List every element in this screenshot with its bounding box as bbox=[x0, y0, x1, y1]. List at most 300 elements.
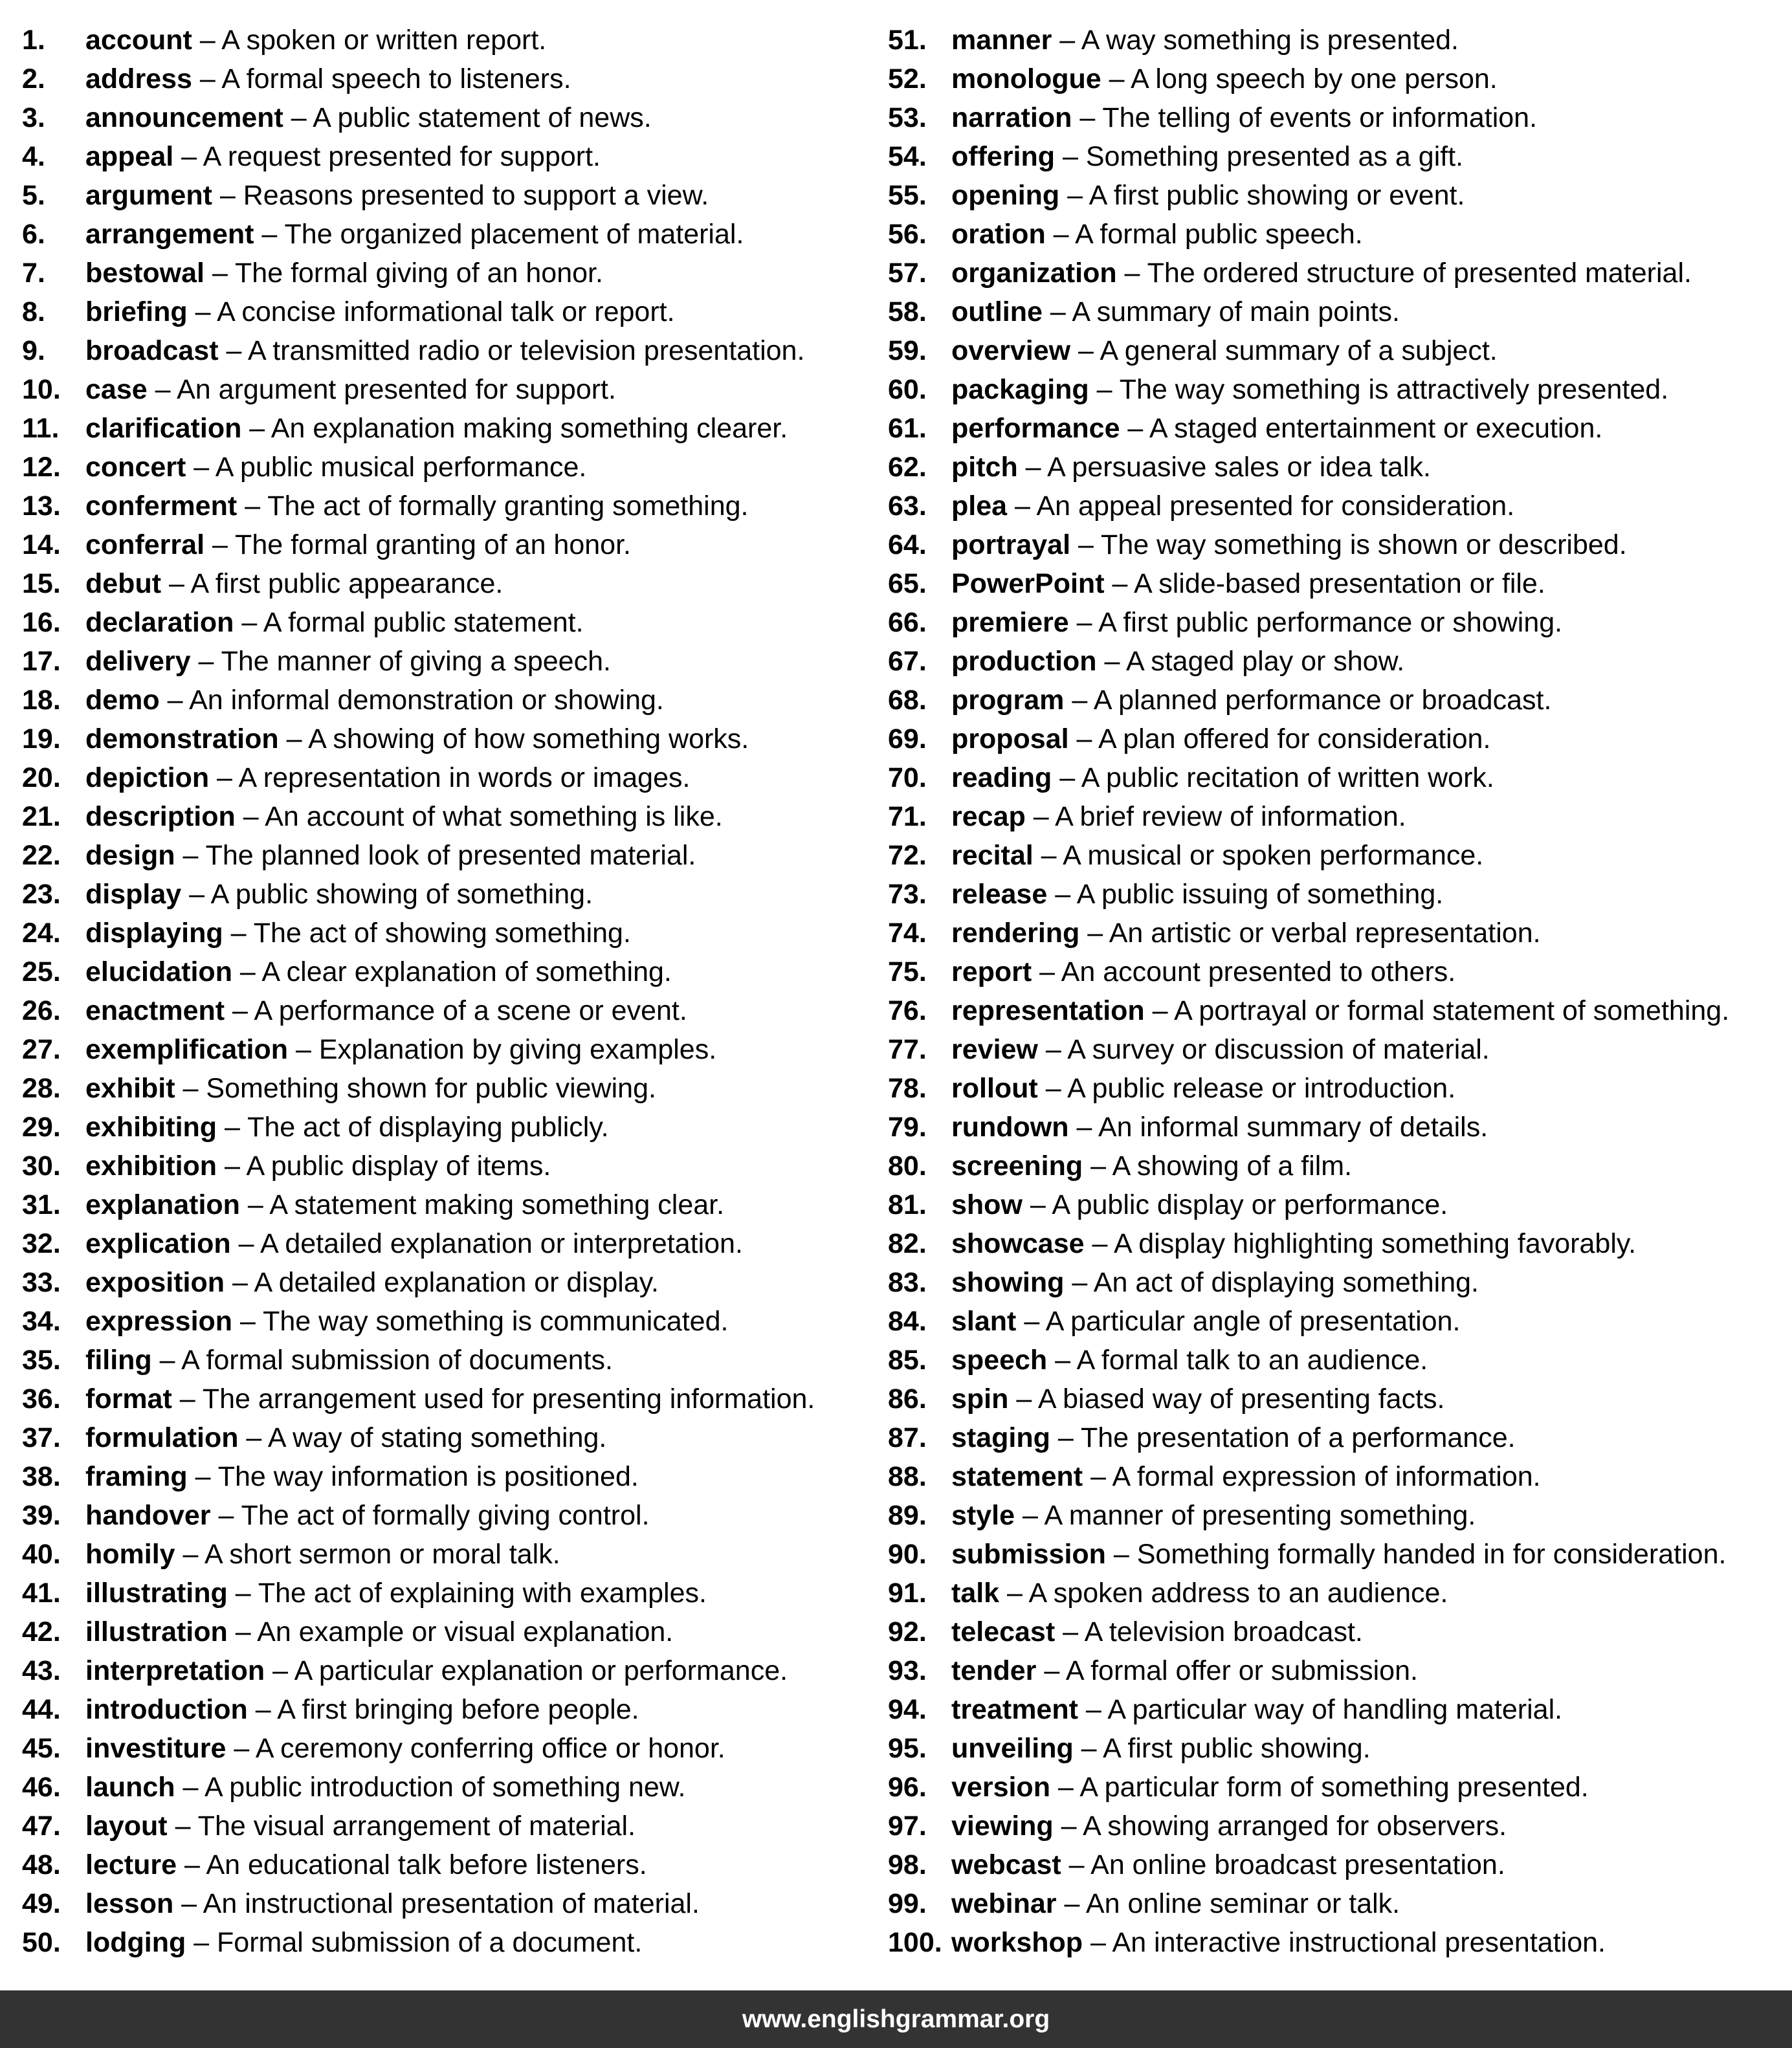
item-definition: – A plan offered for consideration. bbox=[1068, 723, 1491, 754]
list-item bbox=[888, 487, 1789, 525]
list-item bbox=[888, 1380, 1789, 1418]
item-number: 60. bbox=[888, 374, 927, 405]
item-definition: – The act of formally granting something. bbox=[237, 490, 749, 522]
item-text bbox=[85, 603, 876, 642]
item-term: investiture bbox=[85, 1733, 227, 1764]
item-text bbox=[85, 642, 876, 681]
list-item bbox=[888, 875, 1789, 914]
item-text bbox=[85, 1263, 876, 1302]
item-number: 74. bbox=[888, 918, 927, 949]
item-text bbox=[85, 991, 876, 1030]
item-definition: – A public issuing of something. bbox=[1047, 879, 1444, 910]
item-definition: – The organized placement of material. bbox=[254, 219, 744, 250]
list-item bbox=[22, 176, 876, 215]
item-term: rundown bbox=[951, 1112, 1069, 1143]
item-term: pitch bbox=[951, 452, 1018, 483]
item-text bbox=[85, 1651, 876, 1690]
item-number: 43. bbox=[22, 1655, 61, 1686]
item-text bbox=[85, 1030, 876, 1069]
item-definition: – A ceremony conferring office or honor. bbox=[226, 1733, 725, 1764]
item-text bbox=[951, 1768, 1789, 1807]
list-item bbox=[22, 137, 876, 176]
item-definition: – A public recitation of written work. bbox=[1052, 762, 1494, 793]
item-definition: – A formal talk to an audience. bbox=[1047, 1345, 1428, 1376]
list-item bbox=[888, 1108, 1789, 1147]
item-number: 95. bbox=[888, 1733, 927, 1764]
list-item bbox=[22, 1108, 876, 1147]
item-number: 58. bbox=[888, 296, 927, 327]
item-term: telecast bbox=[951, 1616, 1056, 1647]
item-definition: – An artistic or verbal representation. bbox=[1079, 918, 1541, 949]
item-definition: – A television broadcast. bbox=[1055, 1616, 1363, 1647]
item-term: announcement bbox=[85, 102, 283, 133]
item-definition: – A portrayal or formal statement of something. bbox=[1144, 995, 1730, 1026]
item-text bbox=[951, 1069, 1789, 1108]
item-definition: – A formal submission of documents. bbox=[151, 1345, 613, 1376]
item-number: 40. bbox=[22, 1539, 61, 1570]
item-text bbox=[85, 1690, 876, 1729]
item-definition: – A detailed explanation or interpretation. bbox=[230, 1228, 743, 1259]
item-number: 52. bbox=[888, 63, 927, 94]
item-number: 4. bbox=[22, 141, 45, 172]
item-number: 55. bbox=[888, 180, 927, 211]
item-text bbox=[85, 98, 876, 137]
item-definition: – The way something is shown or described. bbox=[1070, 529, 1627, 560]
list-item bbox=[22, 448, 876, 487]
item-term: talk bbox=[951, 1578, 1000, 1609]
item-text bbox=[85, 1224, 876, 1263]
list-item bbox=[22, 1768, 876, 1807]
list-item bbox=[22, 1341, 876, 1380]
item-number: 12. bbox=[22, 452, 61, 483]
item-text bbox=[951, 642, 1789, 681]
item-text bbox=[951, 1535, 1789, 1574]
item-text bbox=[951, 564, 1789, 603]
item-number: 44. bbox=[22, 1694, 61, 1725]
item-number: 38. bbox=[22, 1461, 61, 1492]
item-definition: – A slide-based presentation or file. bbox=[1104, 568, 1545, 599]
item-definition: – An account of what something is like. bbox=[235, 801, 723, 832]
item-number: 70. bbox=[888, 762, 927, 793]
list-item bbox=[22, 1302, 876, 1341]
item-term: arrangement bbox=[85, 219, 254, 250]
list-item bbox=[888, 1030, 1789, 1069]
item-number: 62. bbox=[888, 452, 927, 483]
list-item bbox=[888, 1574, 1789, 1613]
item-text bbox=[951, 1418, 1789, 1457]
item-term: briefing bbox=[85, 296, 188, 327]
item-number: 19. bbox=[22, 723, 61, 754]
item-definition: – A display highlighting something favorably. bbox=[1084, 1228, 1637, 1259]
item-text bbox=[85, 797, 876, 836]
item-text bbox=[85, 1768, 876, 1807]
item-number: 16. bbox=[22, 607, 61, 638]
item-number: 22. bbox=[22, 840, 61, 871]
item-term: exemplification bbox=[85, 1034, 289, 1065]
item-definition: – A first public performance or showing. bbox=[1068, 607, 1563, 638]
item-definition: – A public release or introduction. bbox=[1037, 1073, 1456, 1104]
item-text bbox=[85, 176, 876, 215]
item-text bbox=[85, 952, 876, 991]
item-term: displaying bbox=[85, 918, 223, 949]
list-item bbox=[888, 1613, 1789, 1651]
item-number: 57. bbox=[888, 258, 927, 289]
list-item bbox=[22, 1496, 876, 1535]
list-item bbox=[888, 448, 1789, 487]
item-number: 20. bbox=[22, 762, 61, 793]
item-text bbox=[85, 564, 876, 603]
item-text bbox=[951, 1496, 1789, 1535]
item-definition: – An explanation making something clearer. bbox=[241, 413, 788, 444]
item-number: 49. bbox=[22, 1888, 61, 1919]
list-item bbox=[888, 1457, 1789, 1496]
item-number: 3. bbox=[22, 102, 45, 133]
item-term: representation bbox=[951, 995, 1145, 1026]
list-item bbox=[22, 1185, 876, 1224]
item-definition: – The way information is positioned. bbox=[187, 1461, 639, 1492]
item-definition: – An online broadcast presentation. bbox=[1061, 1849, 1505, 1880]
item-definition: – A particular angle of presentation. bbox=[1016, 1306, 1461, 1337]
list-item bbox=[22, 215, 876, 254]
item-term: display bbox=[85, 879, 182, 910]
item-text bbox=[951, 215, 1789, 254]
item-definition: – The act of formally giving control. bbox=[210, 1500, 650, 1531]
item-number: 69. bbox=[888, 723, 927, 754]
item-number: 93. bbox=[888, 1655, 927, 1686]
item-number: 34. bbox=[22, 1306, 61, 1337]
item-term: lodging bbox=[85, 1927, 186, 1958]
item-text bbox=[951, 487, 1789, 525]
list-item bbox=[888, 1651, 1789, 1690]
item-definition: – A representation in words or images. bbox=[209, 762, 691, 793]
item-term: description bbox=[85, 801, 236, 832]
item-number: 15. bbox=[22, 568, 61, 599]
item-text bbox=[85, 1729, 876, 1768]
item-definition: – A transmitted radio or television presentation. bbox=[218, 335, 805, 366]
item-text bbox=[951, 1807, 1789, 1845]
item-term: format bbox=[85, 1383, 172, 1415]
item-term: clarification bbox=[85, 413, 242, 444]
list-item bbox=[888, 1302, 1789, 1341]
item-text bbox=[951, 1457, 1789, 1496]
item-number: 24. bbox=[22, 918, 61, 949]
item-term: statement bbox=[951, 1461, 1083, 1492]
item-definition: – A concise informational talk or report. bbox=[187, 296, 675, 327]
list-item bbox=[888, 836, 1789, 875]
item-definition: – An interactive instructional presentation. bbox=[1083, 1927, 1606, 1958]
item-definition: – The manner of giving a speech. bbox=[190, 646, 611, 677]
item-term: homily bbox=[85, 1539, 175, 1570]
list-item bbox=[888, 1768, 1789, 1807]
item-text bbox=[951, 370, 1789, 409]
item-term: screening bbox=[951, 1151, 1083, 1182]
item-term: introduction bbox=[85, 1694, 248, 1725]
item-term: viewing bbox=[951, 1811, 1054, 1842]
item-number: 37. bbox=[22, 1422, 61, 1453]
list-item bbox=[22, 758, 876, 797]
item-definition: – A particular explanation or performance. bbox=[265, 1655, 788, 1686]
item-number: 56. bbox=[888, 219, 927, 250]
item-number: 53. bbox=[888, 102, 927, 133]
item-text bbox=[85, 370, 876, 409]
item-text bbox=[85, 1574, 876, 1613]
item-number: 73. bbox=[888, 879, 927, 910]
item-term: show bbox=[951, 1189, 1023, 1220]
item-text bbox=[951, 137, 1789, 176]
item-number: 77. bbox=[888, 1034, 927, 1065]
item-definition: – An informal summary of details. bbox=[1068, 1112, 1488, 1143]
item-number: 27. bbox=[22, 1034, 61, 1065]
list-item bbox=[22, 797, 876, 836]
item-text bbox=[85, 292, 876, 331]
list-item bbox=[888, 720, 1789, 758]
item-term: debut bbox=[85, 568, 162, 599]
item-number: 48. bbox=[22, 1849, 61, 1880]
item-term: packaging bbox=[951, 374, 1089, 405]
item-text bbox=[85, 254, 876, 292]
list-item bbox=[22, 875, 876, 914]
item-number: 79. bbox=[888, 1112, 927, 1143]
list-item bbox=[888, 1535, 1789, 1574]
item-term: interpretation bbox=[85, 1655, 265, 1686]
item-text bbox=[951, 1108, 1789, 1147]
item-number: 21. bbox=[22, 801, 61, 832]
item-term: depiction bbox=[85, 762, 210, 793]
item-text bbox=[85, 1302, 876, 1341]
item-term: proposal bbox=[951, 723, 1069, 754]
item-text bbox=[85, 60, 876, 98]
item-definition: – The arrangement used for presenting information. bbox=[171, 1383, 815, 1415]
item-definition: – An argument presented for support. bbox=[147, 374, 616, 405]
item-number: 71. bbox=[888, 801, 927, 832]
word-list-left-column bbox=[22, 21, 876, 1962]
item-number: 98. bbox=[888, 1849, 927, 1880]
item-text bbox=[951, 21, 1789, 60]
item-text bbox=[85, 1496, 876, 1535]
item-number: 76. bbox=[888, 995, 927, 1026]
list-item bbox=[22, 1263, 876, 1302]
item-number: 85. bbox=[888, 1345, 927, 1376]
item-number: 51. bbox=[888, 25, 927, 56]
list-item bbox=[888, 1069, 1789, 1108]
list-item bbox=[22, 836, 876, 875]
item-text bbox=[951, 875, 1789, 914]
item-text bbox=[951, 1147, 1789, 1185]
list-item bbox=[888, 1729, 1789, 1768]
item-number: 47. bbox=[22, 1811, 61, 1842]
item-term: conferment bbox=[85, 490, 238, 522]
item-number: 7. bbox=[22, 258, 45, 289]
list-item bbox=[22, 564, 876, 603]
item-definition: – A public showing of something. bbox=[181, 879, 593, 910]
item-definition: – A formal public speech. bbox=[1045, 219, 1363, 250]
item-number: 97. bbox=[888, 1811, 927, 1842]
item-definition: – An online seminar or talk. bbox=[1056, 1888, 1400, 1919]
list-item bbox=[888, 409, 1789, 448]
item-number: 89. bbox=[888, 1500, 927, 1531]
item-number: 81. bbox=[888, 1189, 927, 1220]
item-term: formulation bbox=[85, 1422, 239, 1453]
item-number: 84. bbox=[888, 1306, 927, 1337]
list-item bbox=[888, 1224, 1789, 1263]
item-number: 83. bbox=[888, 1267, 927, 1298]
list-item bbox=[888, 1147, 1789, 1185]
item-number: 30. bbox=[22, 1151, 61, 1182]
item-text bbox=[85, 1380, 876, 1418]
item-definition: – A formal offer or submission. bbox=[1036, 1655, 1418, 1686]
item-text bbox=[85, 215, 876, 254]
item-number: 75. bbox=[888, 956, 927, 987]
item-text bbox=[85, 409, 876, 448]
item-number: 96. bbox=[888, 1772, 927, 1803]
list-item bbox=[22, 1574, 876, 1613]
item-number: 88. bbox=[888, 1461, 927, 1492]
item-definition: – A persuasive sales or idea talk. bbox=[1017, 452, 1431, 483]
item-definition: – A staged entertainment or execution. bbox=[1120, 413, 1603, 444]
item-term: report bbox=[951, 956, 1032, 987]
item-number: 36. bbox=[22, 1383, 61, 1415]
item-definition: – An educational talk before listeners. bbox=[177, 1849, 647, 1880]
list-item bbox=[888, 681, 1789, 720]
item-number: 33. bbox=[22, 1267, 61, 1298]
item-term: narration bbox=[951, 102, 1072, 133]
word-list-right-column bbox=[888, 21, 1789, 1962]
list-item bbox=[22, 1923, 876, 1962]
item-text bbox=[951, 1845, 1789, 1884]
item-number: 8. bbox=[22, 296, 45, 327]
item-number: 99. bbox=[888, 1888, 927, 1919]
item-term: premiere bbox=[951, 607, 1069, 638]
item-text bbox=[951, 448, 1789, 487]
item-definition: – A first public appearance. bbox=[161, 568, 503, 599]
item-number: 59. bbox=[888, 335, 927, 366]
item-term: design bbox=[85, 840, 175, 871]
item-number: 35. bbox=[22, 1345, 61, 1376]
item-definition: – A short sermon or moral talk. bbox=[175, 1539, 560, 1570]
item-term: exhibiting bbox=[85, 1112, 217, 1143]
list-item bbox=[22, 60, 876, 98]
item-text bbox=[951, 1729, 1789, 1768]
item-text bbox=[85, 1147, 876, 1185]
item-definition: – The formal giving of an honor. bbox=[205, 258, 603, 289]
item-definition: – The planned look of presented material. bbox=[175, 840, 696, 871]
item-number: 80. bbox=[888, 1151, 927, 1182]
list-item bbox=[888, 21, 1789, 60]
item-number: 14. bbox=[22, 529, 61, 560]
item-definition: – The act of showing something. bbox=[223, 918, 631, 949]
item-term: layout bbox=[85, 1811, 168, 1842]
item-number: 72. bbox=[888, 840, 927, 871]
item-term: concert bbox=[85, 452, 186, 483]
item-term: staging bbox=[951, 1422, 1050, 1453]
list-item bbox=[888, 1845, 1789, 1884]
item-text bbox=[951, 1030, 1789, 1069]
item-term: speech bbox=[951, 1345, 1048, 1376]
item-text bbox=[951, 98, 1789, 137]
item-text bbox=[951, 991, 1789, 1030]
item-text bbox=[951, 60, 1789, 98]
item-definition: – A first public showing. bbox=[1073, 1733, 1371, 1764]
item-number: 68. bbox=[888, 685, 927, 716]
item-number: 32. bbox=[22, 1228, 61, 1259]
list-item bbox=[22, 487, 876, 525]
item-definition: – An act of displaying something. bbox=[1064, 1267, 1479, 1298]
item-definition: – A particular way of handling material. bbox=[1078, 1694, 1563, 1725]
item-term: submission bbox=[951, 1539, 1106, 1570]
item-definition: – A showing of how something works. bbox=[278, 723, 749, 754]
item-definition: – A clear explanation of something. bbox=[232, 956, 672, 987]
list-item bbox=[22, 642, 876, 681]
item-text bbox=[951, 1651, 1789, 1690]
item-text bbox=[85, 448, 876, 487]
item-definition: – A public introduction of something new. bbox=[175, 1772, 686, 1803]
list-item bbox=[888, 564, 1789, 603]
item-term: framing bbox=[85, 1461, 188, 1492]
item-term: case bbox=[85, 374, 148, 405]
item-number: 92. bbox=[888, 1616, 927, 1647]
item-term: production bbox=[951, 646, 1097, 677]
item-term: argument bbox=[85, 180, 212, 211]
item-term: portrayal bbox=[951, 529, 1071, 560]
item-term: review bbox=[951, 1034, 1038, 1065]
item-definition: – A public statement of news. bbox=[283, 102, 652, 133]
list-item bbox=[888, 1807, 1789, 1845]
list-item bbox=[22, 991, 876, 1030]
item-term: illustration bbox=[85, 1616, 228, 1647]
item-number: 67. bbox=[888, 646, 927, 677]
list-item bbox=[22, 1418, 876, 1457]
item-term: outline bbox=[951, 296, 1043, 327]
item-definition: – A staged play or show. bbox=[1096, 646, 1405, 677]
item-number: 64. bbox=[888, 529, 927, 560]
item-text bbox=[85, 1845, 876, 1884]
item-definition: – A spoken or written report. bbox=[192, 25, 547, 56]
item-text bbox=[951, 331, 1789, 370]
item-definition: – Reasons presented to support a view. bbox=[212, 180, 709, 211]
item-text bbox=[85, 1923, 876, 1962]
list-item bbox=[22, 331, 876, 370]
item-text bbox=[85, 720, 876, 758]
item-definition: – A musical or spoken performance. bbox=[1033, 840, 1484, 871]
item-number: 54. bbox=[888, 141, 927, 172]
list-item bbox=[22, 1651, 876, 1690]
item-text bbox=[951, 1923, 1789, 1962]
item-term: style bbox=[951, 1500, 1015, 1531]
list-item bbox=[888, 98, 1789, 137]
item-text bbox=[85, 758, 876, 797]
item-text bbox=[85, 1535, 876, 1574]
item-term: performance bbox=[951, 413, 1120, 444]
item-definition: – An appeal presented for consideration. bbox=[1007, 490, 1515, 522]
item-text bbox=[85, 836, 876, 875]
item-text bbox=[951, 1185, 1789, 1224]
item-term: elucidation bbox=[85, 956, 232, 987]
item-term: account bbox=[85, 25, 192, 56]
list-item bbox=[888, 137, 1789, 176]
item-number: 87. bbox=[888, 1422, 927, 1453]
item-term: reading bbox=[951, 762, 1052, 793]
item-text bbox=[951, 1263, 1789, 1302]
item-text bbox=[951, 1224, 1789, 1263]
item-term: broadcast bbox=[85, 335, 219, 366]
list-item bbox=[22, 1030, 876, 1069]
item-text bbox=[951, 292, 1789, 331]
item-definition: – An informal demonstration or showing. bbox=[159, 685, 664, 716]
item-term: PowerPoint bbox=[951, 568, 1105, 599]
item-definition: – A general summary of a subject. bbox=[1070, 335, 1498, 366]
item-number: 45. bbox=[22, 1733, 61, 1764]
item-definition: – The visual arrangement of material. bbox=[167, 1811, 636, 1842]
